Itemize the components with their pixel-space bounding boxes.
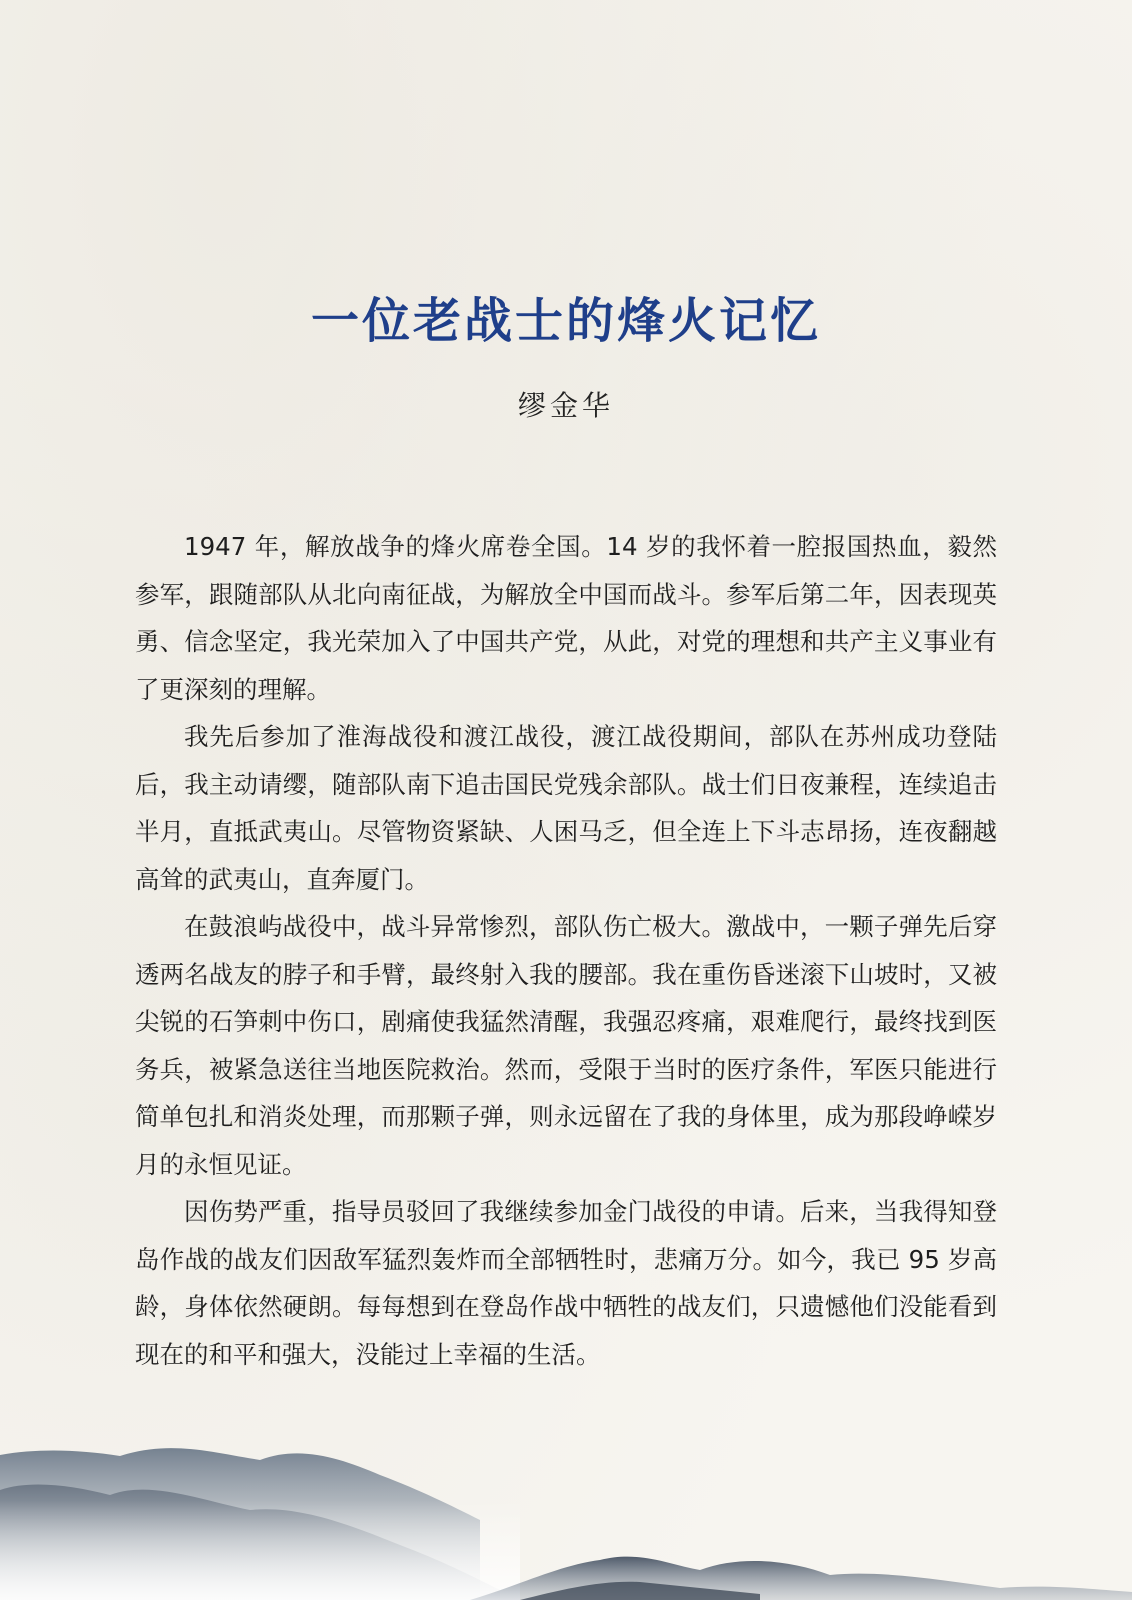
article-author: 缪金华 bbox=[517, 389, 614, 422]
paragraph-2: 我先后参加了淮海战役和渡江战役，渡江战役期间，部队在苏州成功登陆后，我主动请缨，随部队南下追击国民党残余部队。战士们日夜兼程，连续追击半月，直抵武夷山。尽管物资紧缺、人困马乏，但全连上下斗志昂扬，连夜翻越高耸的武夷山，直奔厦门。 bbox=[135, 722, 997, 894]
article-title: 一位老战士的烽火记忆 bbox=[310, 293, 821, 349]
paragraph-3: 在鼓浪屿战役中，战斗异常惨烈，部队伤亡极大。激战中，一颗子弹先后穿透两名战友的脖子和手臂，最终射入我的腰部。我在重伤昏迷滚下山坡时，又被尖锐的石笋刺中伤口，剧痛使我猛然清醒，我强忍疼痛，艰难爬行，最终找到医务兵，被紧急送往当地医院救治。然而，受限于当时的医疗条件，军医只能进行简单包扎和消炎处理，而那颗子弹，则永远留在了我的身体里，成为那段峥嵘岁月的永恒见证。 bbox=[135, 912, 997, 1179]
paragraph-1: 1947 年，解放战争的烽火席卷全国。14 岁的我怀着一腔报国热血，毅然参军，跟随部队从北向南征战，为解放全中国而战斗。参军后第二年，因表现英勇、信念坚定，我光荣加入了中国共产党，从此，对党的理想和共产主义事业有了更深刻的理解。 bbox=[135, 532, 997, 704]
paragraph-4: 因伤势严重，指导员驳回了我继续参加金门战役的申请。后来，当我得知登岛作战的战友们因敌军猛烈轰炸而全部牺牲时，悲痛万分。如今，我已 95 岁高龄，身体依然硬朗。每每想到在登岛作战中牺牲的战友们，只遗憾他们没能看到现在的和平和强大，没能过上幸福的生活。 bbox=[135, 1197, 997, 1369]
article-body bbox=[135, 523, 997, 1378]
